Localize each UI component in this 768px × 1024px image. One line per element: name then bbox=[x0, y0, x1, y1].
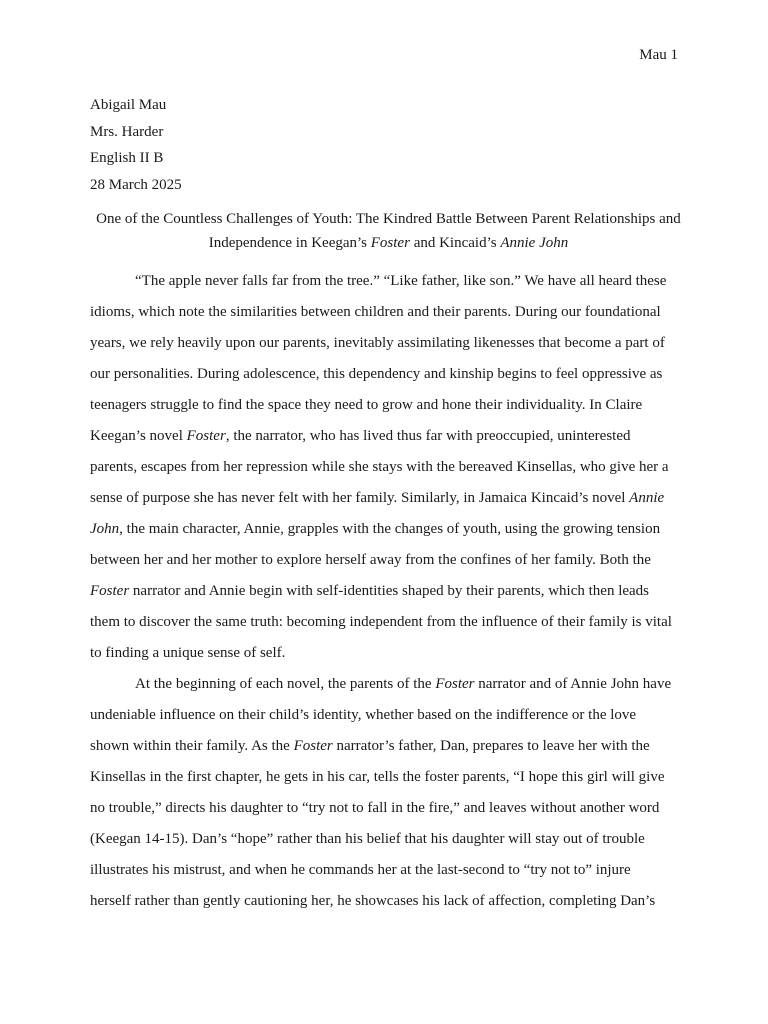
body-text: narrator and Annie begin with self-identities shaped by their parents, which then leads bbox=[129, 583, 650, 599]
body-text: no trouble,” directs his daughter to “try not to fall in the fire,” and leaves without another word bbox=[90, 800, 660, 816]
italic-title-text: Foster bbox=[435, 676, 475, 692]
body-line bbox=[90, 390, 687, 421]
title-italic: Foster bbox=[370, 235, 410, 251]
body-line bbox=[90, 421, 687, 452]
essay-body bbox=[90, 266, 687, 917]
mla-heading bbox=[90, 92, 182, 198]
body-line bbox=[90, 576, 687, 607]
body-line bbox=[90, 731, 687, 762]
body-text: At the beginning of each novel, the parents of the bbox=[135, 676, 436, 692]
body-text: Kinsellas in the first chapter, he gets in his car, tells the foster parents, “I hope this girl will give bbox=[90, 769, 665, 785]
body-text: narrator’s father, Dan, prepares to leave her with the bbox=[332, 738, 650, 754]
body-text: Keegan’s novel bbox=[90, 428, 187, 444]
italic-title-text: Annie bbox=[629, 490, 665, 506]
body-line bbox=[90, 607, 687, 638]
title-line-2 bbox=[90, 231, 687, 255]
body-line bbox=[90, 545, 687, 576]
body-text: them to discover the same truth: becoming independent from the influence of their family is vital bbox=[90, 614, 672, 630]
title-italic: Annie John bbox=[500, 235, 569, 251]
essay-title bbox=[90, 207, 687, 255]
body-line bbox=[90, 855, 687, 886]
body-text: sense of purpose she has never felt with her family. Similarly, in Jamaica Kincaid’s novel bbox=[90, 490, 630, 506]
body-text: idioms, which note the similarities between children and their parents. During our foundational bbox=[90, 304, 661, 320]
body-line bbox=[90, 266, 687, 297]
course-name: English II B bbox=[90, 150, 164, 166]
student-name: Abigail Mau bbox=[90, 97, 167, 113]
body-text: between her and her mother to explore herself away from the confines of her family. Both the bbox=[90, 552, 651, 568]
body-text: undeniable influence on their child’s identity, whether based on the indifference or the love bbox=[90, 707, 637, 723]
body-text: teenagers struggle to find the space they need to grow and hone their individuality. In Claire bbox=[90, 397, 643, 413]
body-line bbox=[90, 638, 687, 669]
essay-date: 28 March 2025 bbox=[90, 176, 182, 193]
body-text: , the main character, Annie, grapples with the changes of youth, using the growing tension bbox=[119, 521, 661, 537]
title-line-1: One of the Countless Challenges of Youth: The Kindred Battle Between Parent Relationships and bbox=[96, 211, 681, 227]
body-text: shown within their family. As the bbox=[90, 738, 294, 754]
body-line bbox=[90, 700, 687, 731]
teacher-name: Mrs. Harder bbox=[90, 123, 164, 140]
body-line bbox=[90, 886, 687, 917]
italic-title-text: John bbox=[90, 521, 120, 537]
italic-title-text: Foster bbox=[186, 428, 226, 444]
body-line bbox=[90, 328, 687, 359]
body-text: herself rather than gently cautioning her, he showcases his lack of affection, completing Dan’s bbox=[90, 893, 656, 909]
italic-title-text: Foster bbox=[293, 738, 333, 754]
body-line bbox=[90, 514, 687, 545]
body-line bbox=[90, 359, 687, 390]
body-text: , the narrator, who has lived thus far with preoccupied, uninterested bbox=[225, 428, 631, 444]
title-text: Independence in Keegan’s bbox=[208, 235, 371, 251]
body-line bbox=[90, 669, 687, 700]
body-line bbox=[90, 793, 687, 824]
body-text: parents, escapes from her repression while she stays with the bereaved Kinsellas, who give her a bbox=[90, 459, 669, 475]
title-text: and Kincaid’s bbox=[409, 235, 501, 251]
body-text: narrator and of Annie John have bbox=[474, 676, 672, 692]
body-text: (Keegan 14-15). Dan’s “hope” rather than his belief that his daughter will stay out of trouble bbox=[90, 831, 645, 847]
body-line bbox=[90, 762, 687, 793]
body-text: our personalities. During adolescence, this dependency and kinship begins to feel oppressive as bbox=[90, 366, 663, 382]
page-header-number: Mau 1 bbox=[639, 47, 678, 63]
italic-title-text: Foster bbox=[90, 583, 130, 599]
body-text: “The apple never falls far from the tree.” “Like father, like son.” We have all heard these bbox=[135, 273, 667, 289]
body-line bbox=[90, 824, 687, 855]
body-line bbox=[90, 297, 687, 328]
body-line bbox=[90, 483, 687, 514]
body-line bbox=[90, 452, 687, 483]
body-text: to finding a unique sense of self. bbox=[90, 645, 286, 661]
body-text: illustrates his mistrust, and when he commands her at the last-second to “try not to” injure bbox=[90, 862, 631, 878]
body-text: years, we rely heavily upon our parents, inevitably assimilating likenesses that become a part of bbox=[90, 335, 665, 351]
